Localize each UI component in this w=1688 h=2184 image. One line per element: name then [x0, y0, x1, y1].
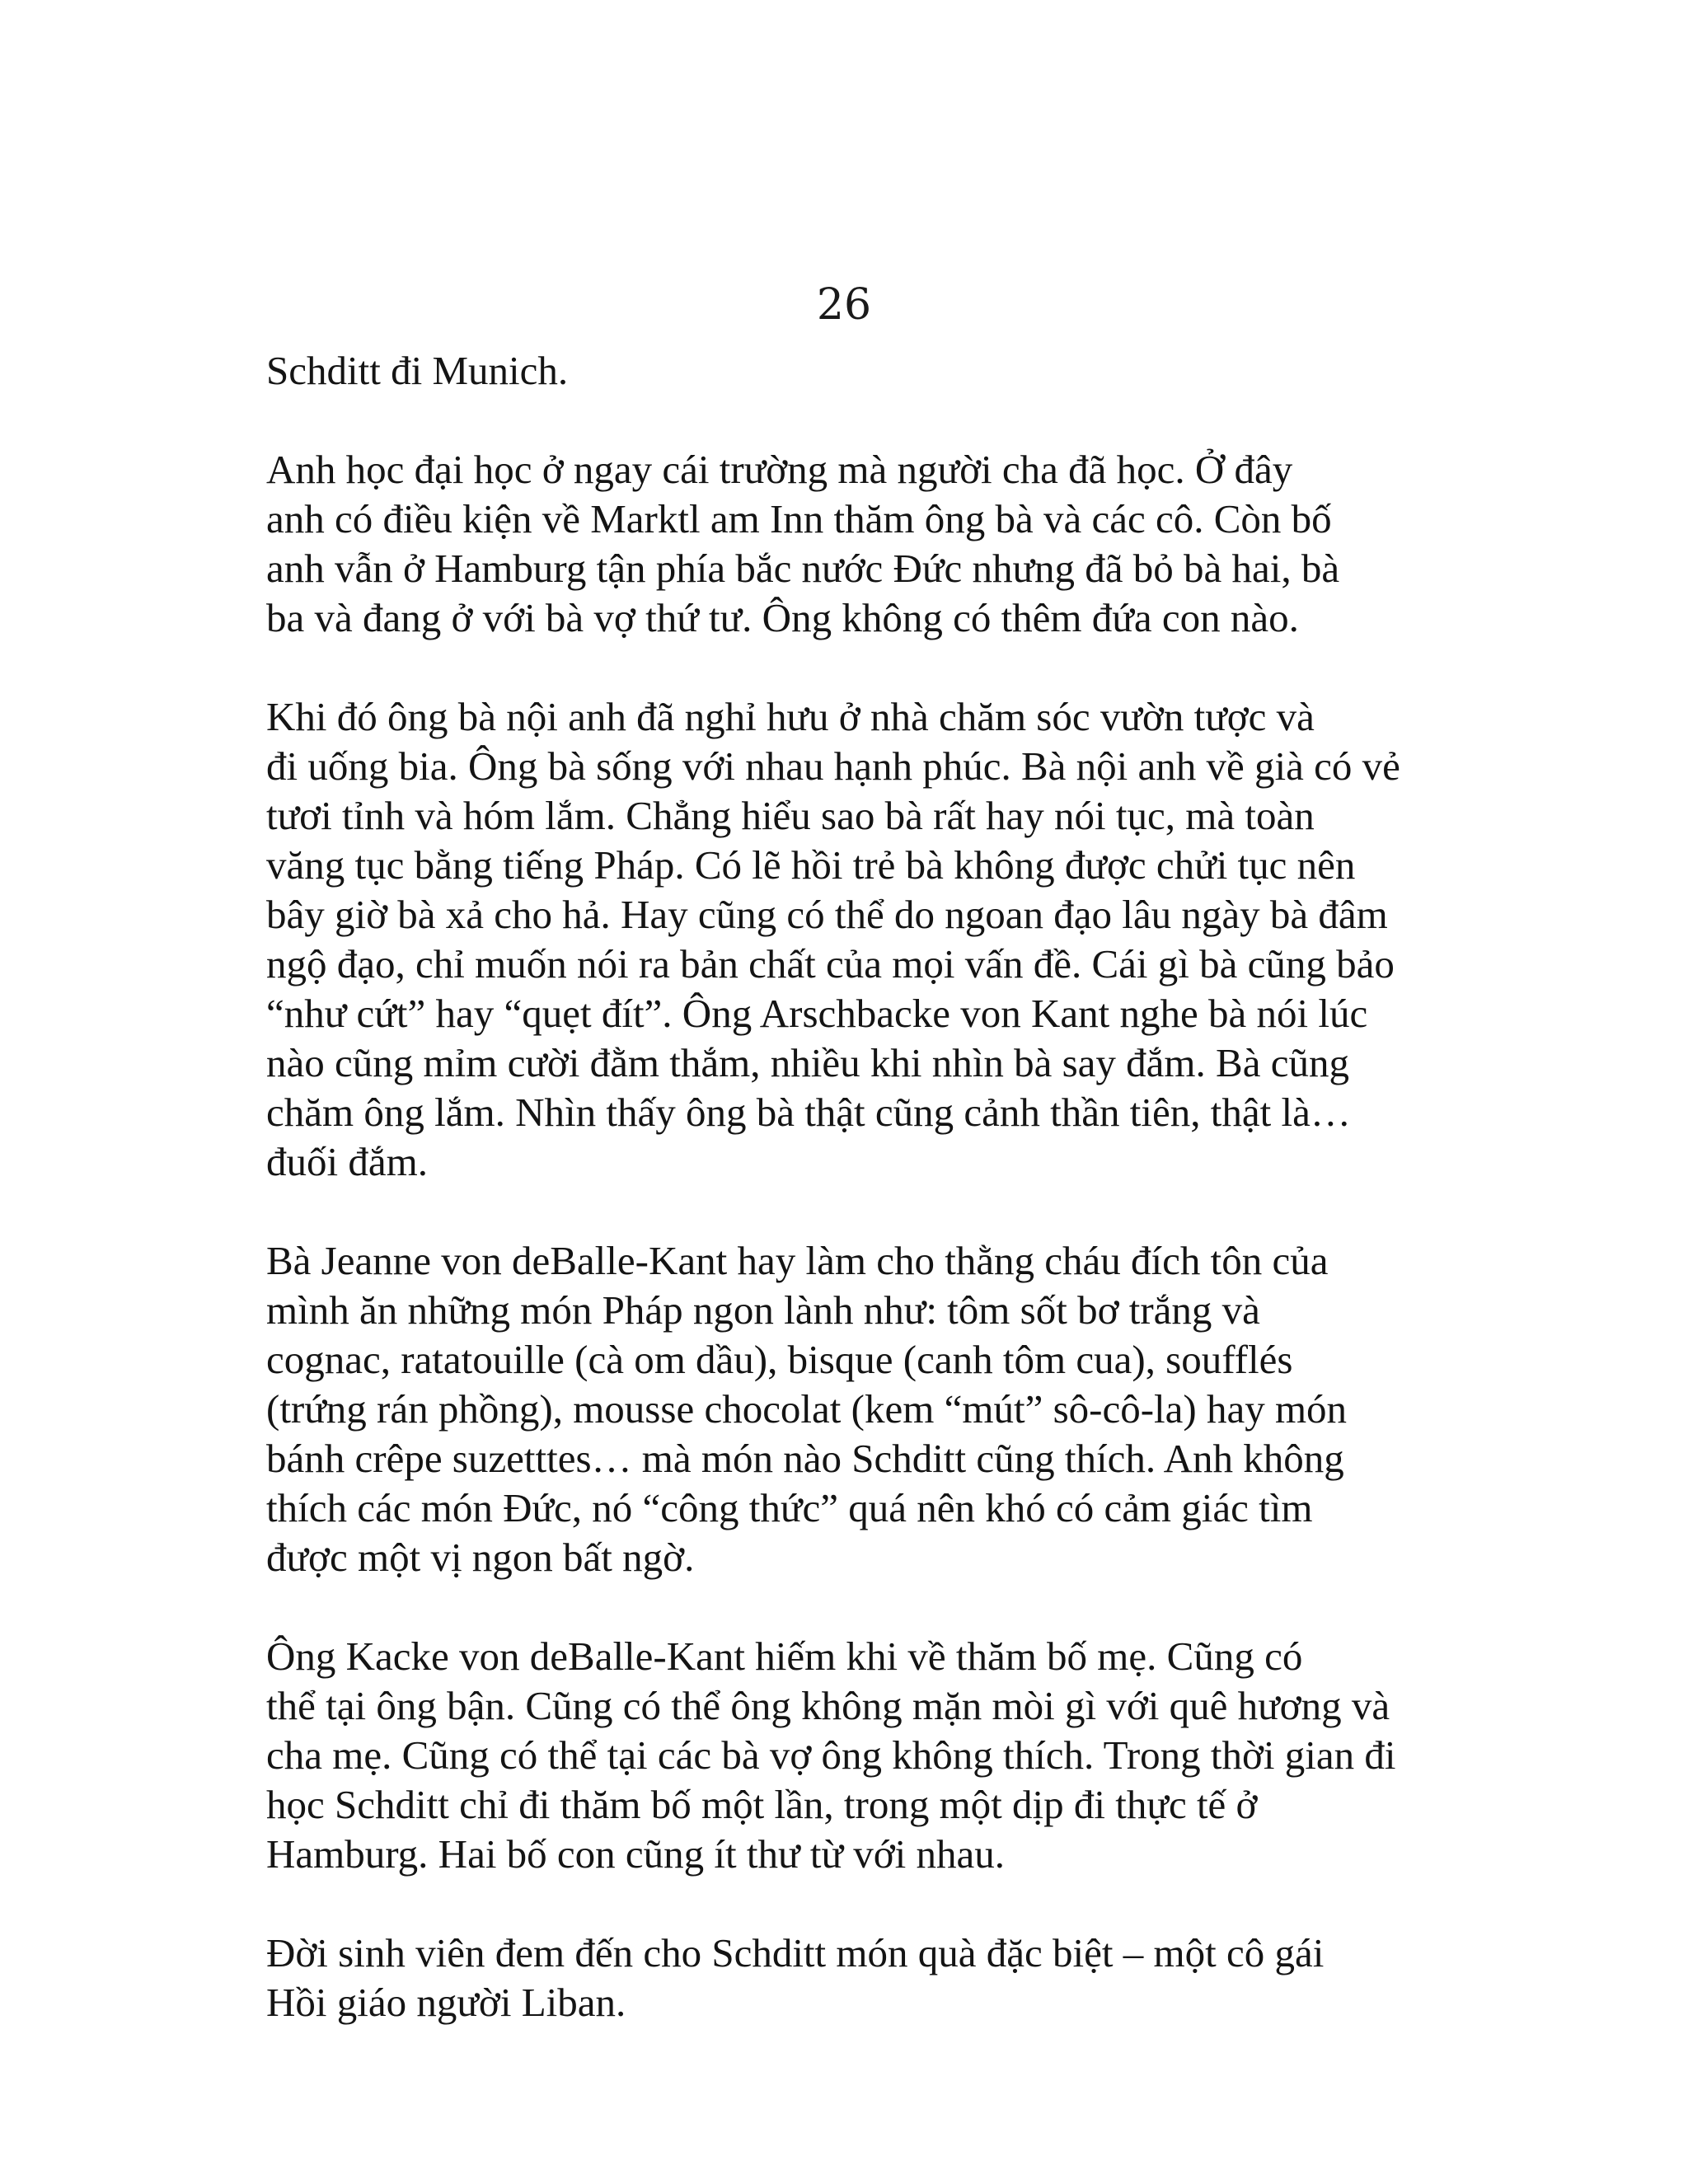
text-line: bánh crêpe suzetttes… mà món nào Schditt cũng thích. Anh không [266, 1436, 1344, 1481]
text-line: Bà Jeanne von deBalle-Kant hay làm cho thằng cháu đích tôn của [266, 1238, 1329, 1283]
text-line: mình ăn những món Pháp ngon lành như: tôm sốt bơ trắng và [266, 1287, 1260, 1333]
text-line: Schditt đi Munich. [266, 348, 569, 393]
text-line: thể tại ông bận. Cũng có thể ông không mặn mòi gì với quê hương và [266, 1683, 1390, 1728]
text-line: được một vị ngon bất ngờ. [266, 1535, 695, 1580]
text-line: Đời sinh viên đem đến cho Schditt món quà đặc biệt – một cô gái [266, 1930, 1325, 1975]
text-line: Hồi giáo người Liban. [266, 1980, 626, 2025]
text-line: Hamburg. Hai bố con cũng ít thư từ với nhau. [266, 1831, 1006, 1877]
text-line: đi uống bia. Ông bà sống với nhau hạnh phúc. Bà nội anh về già có vẻ [266, 743, 1400, 789]
text-line: ba và đang ở với bà vợ thứ tư. Ông không có thêm đứa con nào. [266, 595, 1299, 640]
text-line: văng tục bằng tiếng Pháp. Có lẽ hồi trẻ bà không được chửi tục nên [266, 842, 1356, 888]
body-text [212, 346, 1481, 2077]
text-line: “như cứt” hay “quẹt đít”. Ông Arschbacke von Kant nghe bà nói lúc [266, 991, 1368, 1036]
text-line: thích các món Đức, nó “công thức” quá nên khó có cảm giác tìm [266, 1485, 1313, 1530]
text-line: bây giờ bà xả cho hả. Hay cũng có thể do ngoan đạo lâu ngày bà đâm [266, 892, 1388, 937]
text-line: Khi đó ông bà nội anh đã nghỉ hưu ở nhà chăm sóc vườn tược và [266, 694, 1315, 739]
text-line: chăm ông lắm. Nhìn thấy ông bà thật cũng cảnh thần tiên, thật là… [266, 1090, 1351, 1135]
text-line: (trứng rán phồng), mousse chocolat (kem “mút” sô-cô-la) hay món [266, 1386, 1348, 1432]
paragraph [212, 445, 1481, 643]
text-line: tươi tỉnh và hóm lắm. Chẳng hiểu sao bà rất hay nói tục, mà toàn [266, 793, 1315, 838]
text-line: anh vẫn ở Hamburg tận phía bắc nước Đức nhưng đã bỏ bà hai, bà [266, 546, 1340, 591]
text-line: cognac, ratatouille (cà om dầu), bisque (canh tôm cua), soufflés [266, 1337, 1293, 1382]
text-line: nào cũng mỉm cười đằm thắm, nhiều khi nhìn bà say đắm. Bà cũng [266, 1040, 1349, 1085]
text-line: học Schditt chỉ đi thăm bố một lần, trong một dịp đi thực tế ở [266, 1782, 1258, 1827]
paragraph [212, 692, 1481, 1187]
text-line: Anh học đại học ở ngay cái trường mà người cha đã học. Ở đây [266, 447, 1293, 492]
page-number: 26 [816, 280, 872, 330]
paragraph [212, 1929, 1481, 2027]
text-line: ngộ đạo, chỉ muốn nói ra bản chất của mọi vấn đề. Cái gì bà cũng bảo [266, 941, 1395, 987]
text-line: Ông Kacke von deBalle-Kant hiếm khi về thăm bố mẹ. Cũng có [266, 1633, 1303, 1679]
text-line: đuối đắm. [266, 1139, 428, 1184]
paragraph [212, 1236, 1481, 1582]
paragraph [212, 346, 1481, 396]
text-line: anh có điều kiện về Marktl am Inn thăm ông bà và các cô. Còn bố [266, 496, 1332, 541]
paragraph [212, 1632, 1481, 1879]
text-line: cha mẹ. Cũng có thể tại các bà vợ ông không thích. Trong thời gian đi [266, 1732, 1396, 1778]
